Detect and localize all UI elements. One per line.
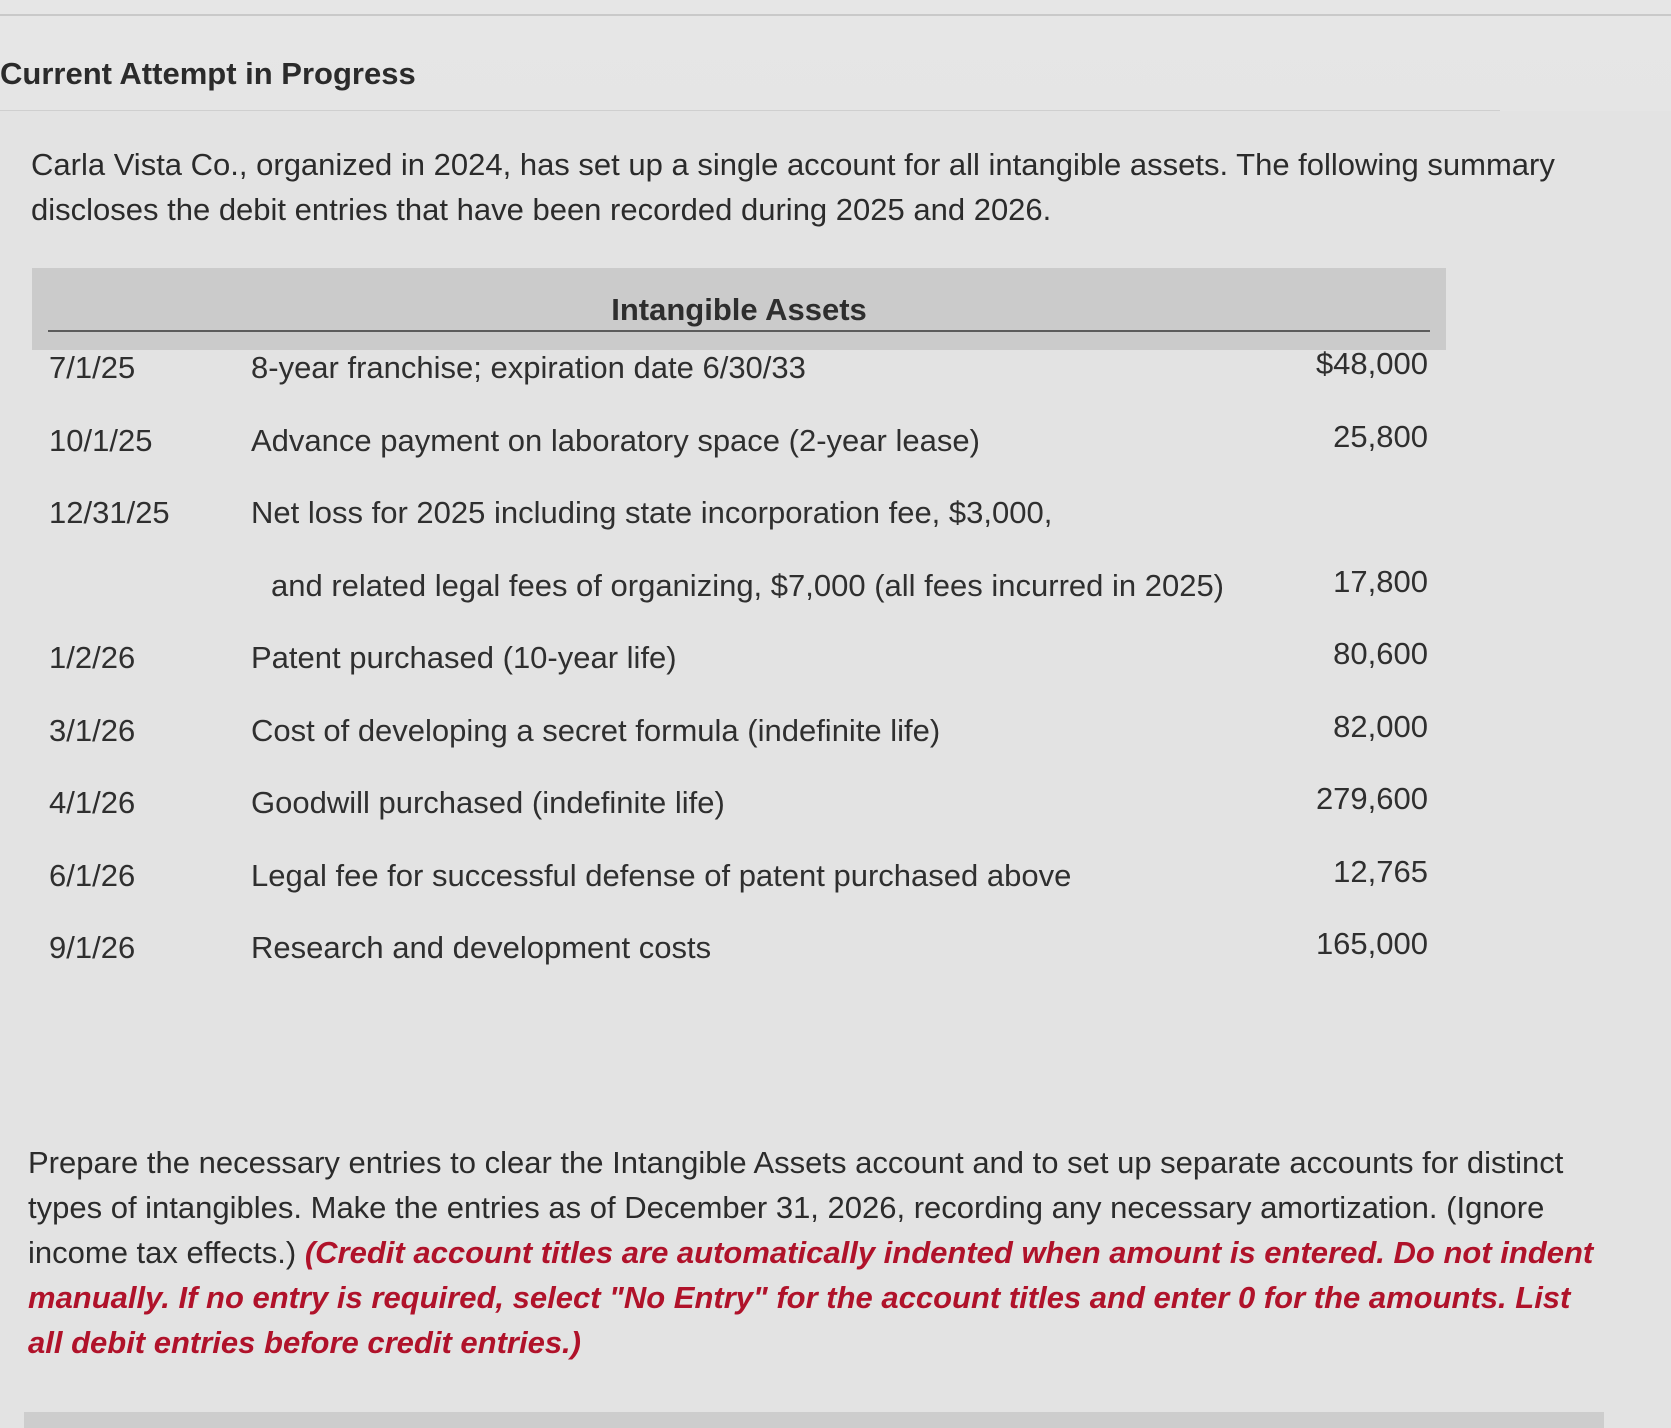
top-divider bbox=[0, 14, 1671, 16]
table-row bbox=[32, 636, 1446, 690]
entry-amount: $48,000 bbox=[1315, 346, 1428, 381]
entry-description: Advance payment on laboratory space (2-year lease) bbox=[251, 423, 980, 458]
entry-description: Legal fee for successful defense of patent purchased above bbox=[251, 858, 1072, 893]
entry-amount: 165,000 bbox=[1315, 926, 1428, 961]
table-row-continuation bbox=[32, 564, 1446, 618]
entry-date: 6/1/26 bbox=[49, 858, 136, 893]
answer-area-top-edge bbox=[24, 1412, 1604, 1428]
entry-amount: 80,600 bbox=[1333, 636, 1428, 671]
entry-description: Goodwill purchased (indefinite life) bbox=[251, 785, 725, 820]
entry-description: Research and development costs bbox=[251, 930, 712, 965]
table-row bbox=[32, 854, 1446, 908]
attempt-status-title: Current Attempt in Progress bbox=[0, 56, 416, 91]
table-row bbox=[32, 495, 1446, 545]
entry-date: 12/31/25 bbox=[49, 495, 170, 530]
attempt-header bbox=[0, 50, 1500, 111]
instructions-emphasis: (Credit account titles are automatically indented when amount is entered. Do not indent manually. If no entry is required, select "No Entry" for the account titles and enter 0 for the amounts. List all debit entries before credit entries.) bbox=[28, 1235, 1594, 1360]
table-row bbox=[32, 926, 1446, 980]
problem-instructions bbox=[28, 1140, 1608, 1365]
entry-description: Patent purchased (10-year life) bbox=[251, 640, 677, 675]
entry-date: 3/1/26 bbox=[49, 713, 136, 748]
table-row bbox=[32, 346, 1446, 400]
table-header-underline bbox=[48, 330, 1430, 332]
table-header bbox=[32, 268, 1446, 350]
table-row bbox=[32, 419, 1446, 473]
entry-amount: 82,000 bbox=[1333, 709, 1428, 744]
entry-description: and related legal fees of organizing, $7,000 (all fees incurred in 2025) bbox=[271, 568, 1225, 603]
entry-description: Net loss for 2025 including state incorporation fee, $3,000, bbox=[251, 495, 1053, 530]
intangible-assets-table bbox=[32, 268, 1446, 1078]
entry-amount: 279,600 bbox=[1315, 781, 1428, 816]
entry-description: Cost of developing a secret formula (indefinite life) bbox=[251, 713, 941, 748]
entry-description: 8-year franchise; expiration date 6/30/33 bbox=[251, 350, 806, 385]
instructions-text: Prepare the necessary entries to clear the Intangible Assets account and to set up separate accounts for distinct types of intangibles. Make the entries as of December 31, 2026, recording any necessary amortization. (Ignore income tax effects.) bbox=[28, 1145, 1564, 1270]
entry-date: 10/1/25 bbox=[49, 423, 153, 458]
entry-date: 7/1/25 bbox=[49, 350, 136, 385]
entry-date: 9/1/26 bbox=[49, 930, 136, 965]
entry-date: 1/2/26 bbox=[49, 640, 136, 675]
entry-amount: 17,800 bbox=[1333, 564, 1428, 599]
entry-date: 4/1/26 bbox=[49, 785, 136, 820]
entry-amount: 12,765 bbox=[1333, 854, 1428, 889]
table-row bbox=[32, 781, 1446, 835]
entry-amount: 25,800 bbox=[1333, 419, 1428, 454]
table-title: Intangible Assets bbox=[611, 292, 867, 327]
problem-intro: Carla Vista Co., organized in 2024, has set up a single account for all intangible assets. The following summary discloses the debit entries that have been recorded during 2025 and 2026. bbox=[31, 147, 1555, 227]
table-row bbox=[32, 709, 1446, 763]
